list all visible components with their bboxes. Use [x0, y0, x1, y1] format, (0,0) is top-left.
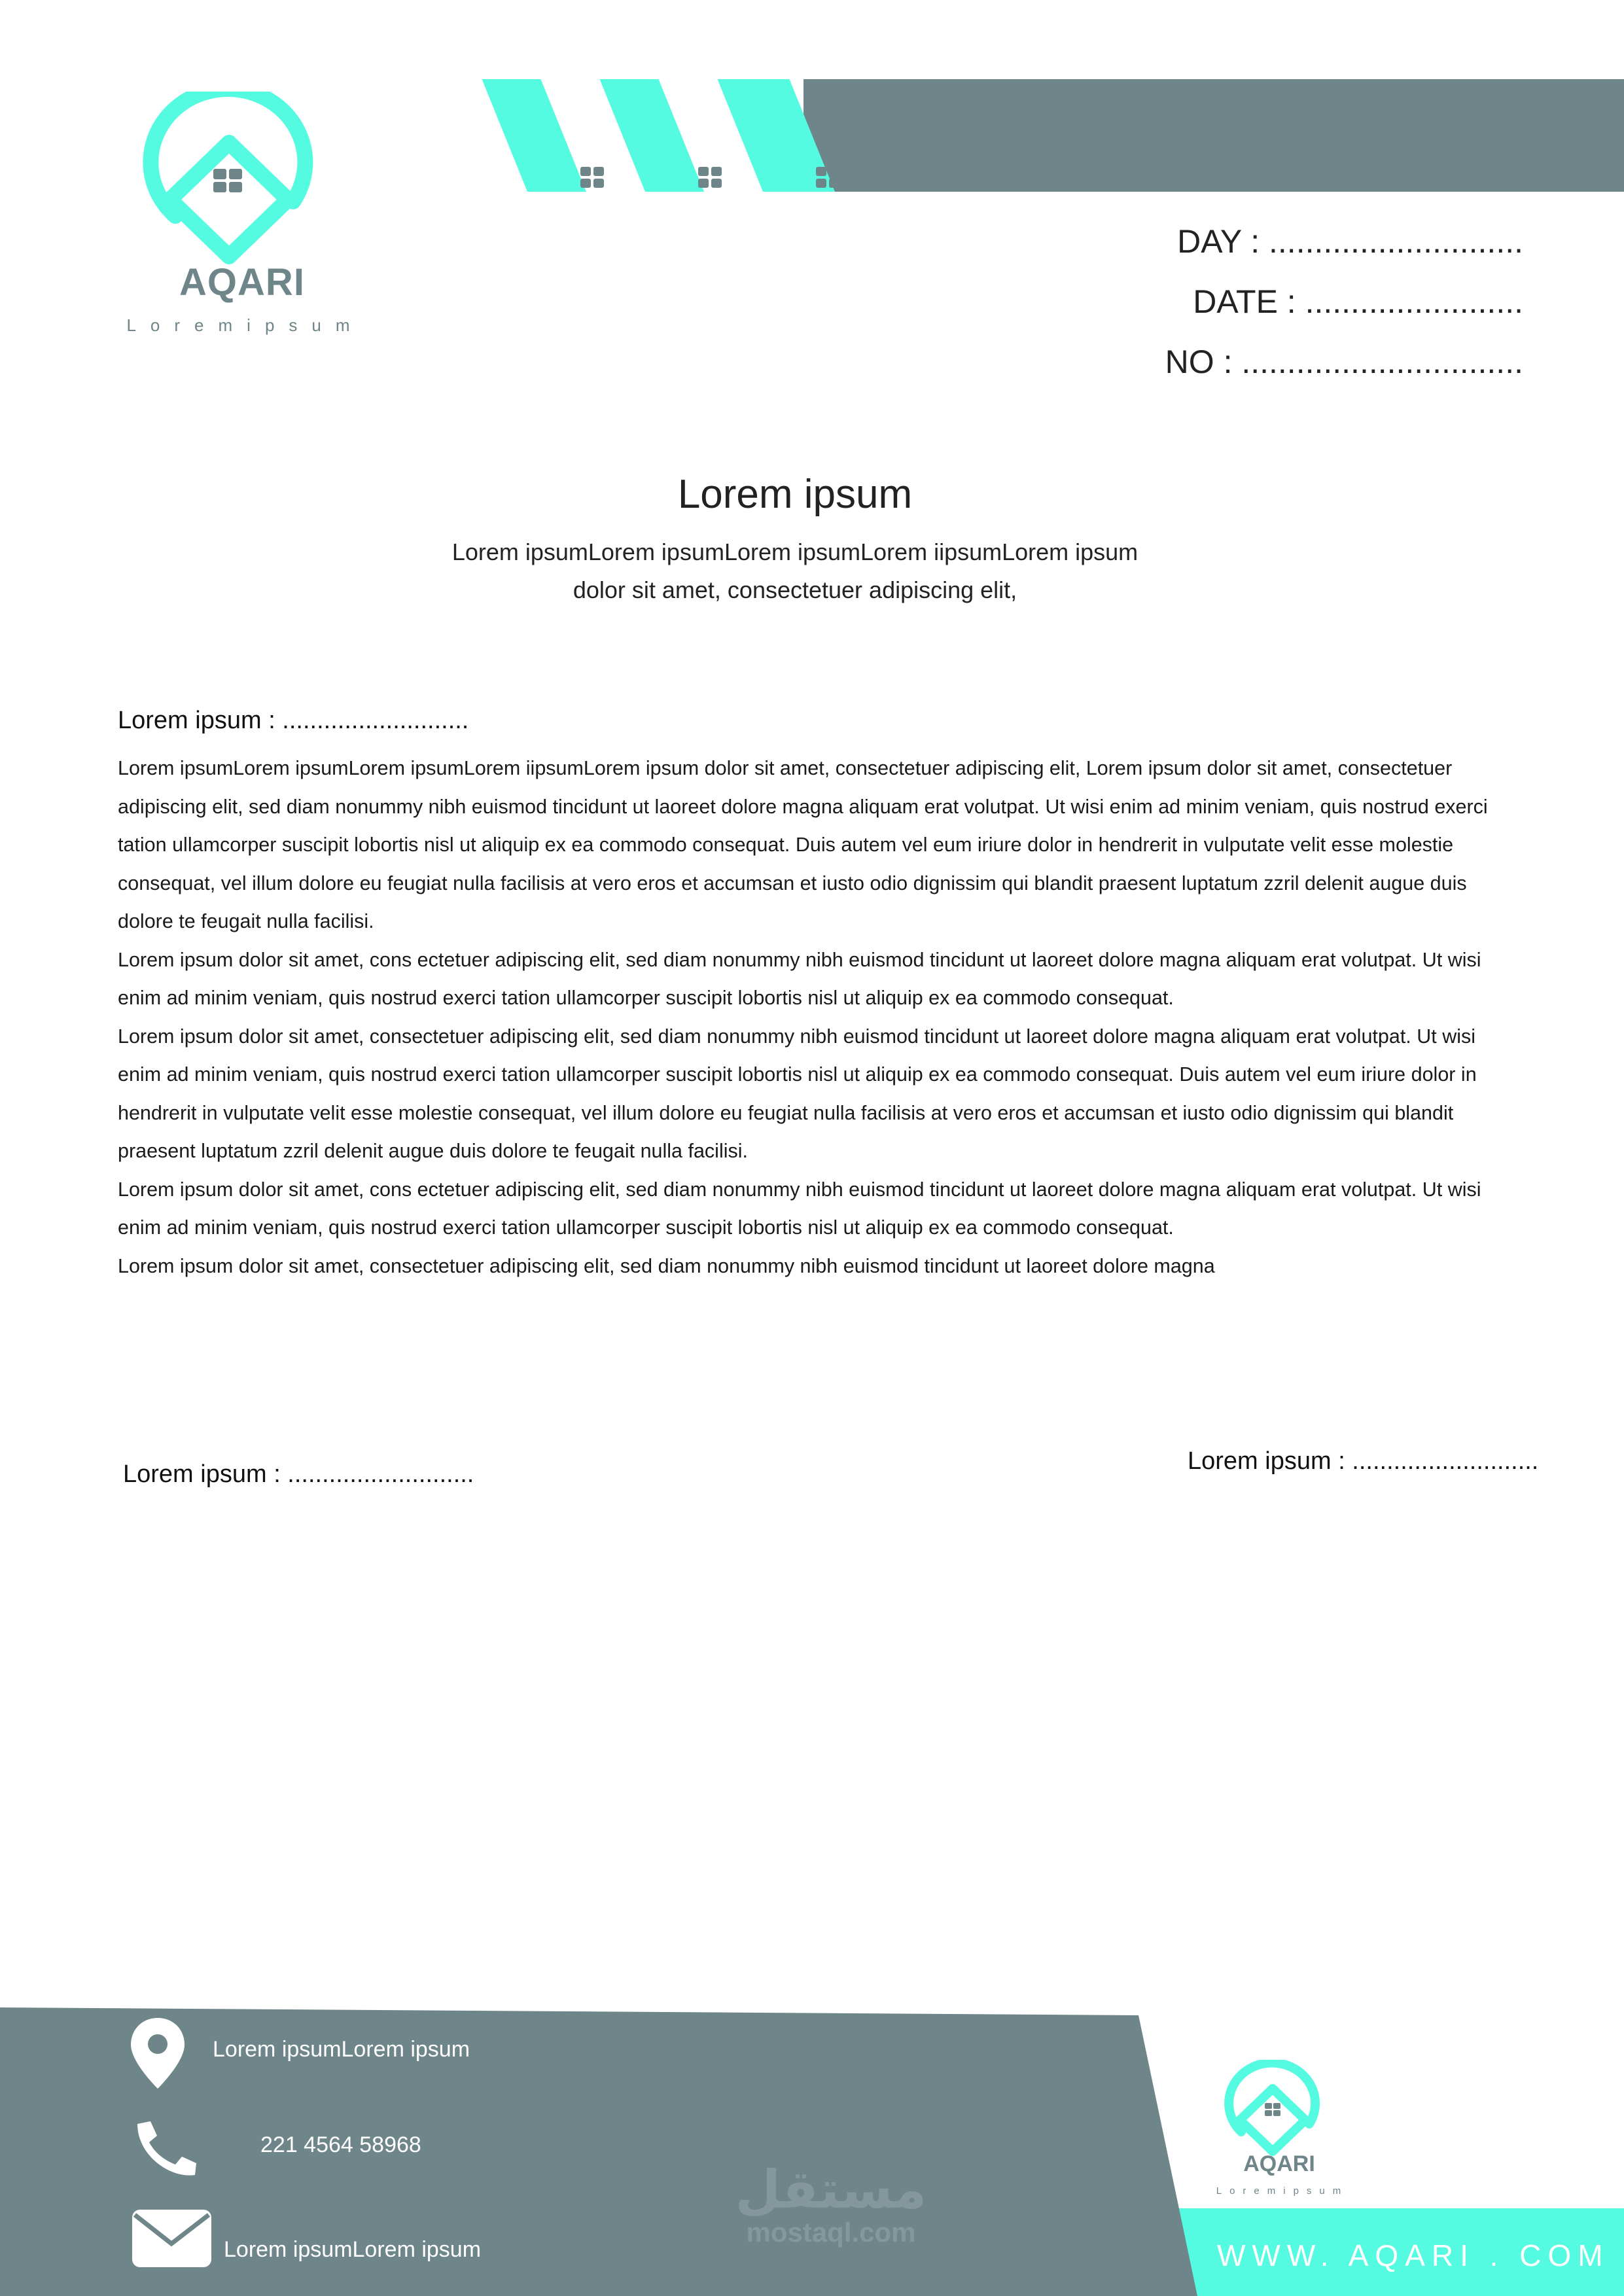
phone-icon	[131, 2119, 203, 2179]
footer-address: Lorem ipsumLorem ipsum	[213, 2037, 470, 2062]
body-paragraph: Lorem ipsum dolor sit amet, cons ectetuer adipiscing elit, sed diam nonummy nibh euismod tincidunt ut laoreet dolore magna aliquam erat volutpat. Ut wisi enim ad minim veniam, quis nostrud exerci tation ullamcorper suscipit lobortis nisl ut aliquip ex ea commodo consequat.	[118, 948, 1481, 1009]
body-paragraph: Lorem ipsumLorem ipsumLorem ipsumLorem iipsumLorem ipsum dolor sit amet, consectetuer adipiscing elit, Lorem ipsum dolor sit amet, consectetuer adipiscing elit, sed diam nonummy nibh euismod tincidunt ut laoreet dolore magna aliquam erat volutpat. Ut wisi enim ad minim veniam, quis nostrud exerci tation ullamcorper suscipit lobortis nisl ut aliquip ex ea commodo consequat. Duis autem vel eum iriure dolor in hendrerit in vulputate velit esse molestie consequat, vel illum dolore eu feugiat nulla facilisis at vero eros et accumsan et iusto odio dignissim qui blandit praesent luptatum zzril delenit augue duis dolore te feugait nulla facilisi.	[118, 757, 1488, 932]
window-icon	[698, 167, 722, 188]
subtitle-line: Lorem ipsumLorem ipsumLorem ipsumLorem iipsumLorem ipsum	[451, 539, 1139, 565]
page-subtitle	[393, 533, 1197, 609]
logo-tagline: Loremipsum	[126, 315, 364, 335]
window-icon	[816, 167, 839, 188]
logo-name: AQARI	[179, 261, 305, 304]
page-title: Lorem ipsum	[677, 472, 913, 517]
watermark-latin: mostaql.com	[746, 2217, 916, 2248]
website-link[interactable]: WWW. AQARI . COM	[1217, 2238, 1610, 2272]
house-pin-logo	[137, 92, 321, 268]
date-field: DATE : ........................	[1193, 283, 1523, 320]
footer-logo-tagline: Loremipsum	[1216, 2185, 1349, 2197]
header-band	[803, 79, 1624, 192]
footer-phone: 221 4564 58968	[260, 2132, 421, 2157]
mail-icon	[131, 2208, 213, 2269]
day-field: DAY : ............................	[1177, 223, 1523, 260]
footer-email: Lorem ipsumLorem ipsum	[224, 2237, 482, 2262]
signature-field-right: Lorem ipsum : ...........................	[1188, 1447, 1539, 1475]
window-icon	[580, 167, 604, 188]
footer-logo-icon	[1220, 2060, 1325, 2158]
body-paragraph: Lorem ipsum dolor sit amet, consectetuer adipiscing elit, sed diam nonummy nibh euismod tincidunt ut laoreet dolore magna aliquam erat volutpat. Ut wisi enim ad minim veniam, quis nostrud exerci tation ullamcorper suscipit lobortis nisl ut aliquip ex ea commodo consequat. Duis autem vel eum iriure dolor in hendrerit in vulputate velit esse molestie consequat, vel illum dolore eu feugiat nulla facilisis at vero eros et accumsan et iusto odio dignissim qui blandit praesent luptatum zzril delenit augue duis dolore te feugait nulla facilisi.	[118, 1025, 1477, 1162]
header-stripe	[600, 79, 704, 192]
watermark-arabic: مستقل	[735, 2161, 927, 2219]
pin-icon	[128, 2015, 187, 2091]
signature-field-left: Lorem ipsum : ...........................	[123, 1460, 474, 1488]
subtitle-line: dolor sit amet, consectetuer adipiscing elit,	[573, 576, 1017, 603]
number-field: NO : ...............................	[1165, 344, 1523, 380]
letter-body	[118, 749, 1518, 1285]
footer-logo-name: AQARI	[1243, 2151, 1315, 2176]
recipient-field: Lorem ipsum : ...........................	[118, 707, 469, 734]
header-stripe	[482, 79, 586, 192]
body-paragraph: Lorem ipsum dolor sit amet, cons ectetuer adipiscing elit, sed diam nonummy nibh euismod tincidunt ut laoreet dolore magna aliquam erat volutpat. Ut wisi enim ad minim veniam, quis nostrud exerci tation ullamcorper suscipit lobortis nisl ut aliquip ex ea commodo consequat.	[118, 1178, 1481, 1239]
body-paragraph: Lorem ipsum dolor sit amet, consectetuer adipiscing elit, sed diam nonummy nibh euismod tincidunt ut laoreet dolore magna	[118, 1254, 1215, 1277]
